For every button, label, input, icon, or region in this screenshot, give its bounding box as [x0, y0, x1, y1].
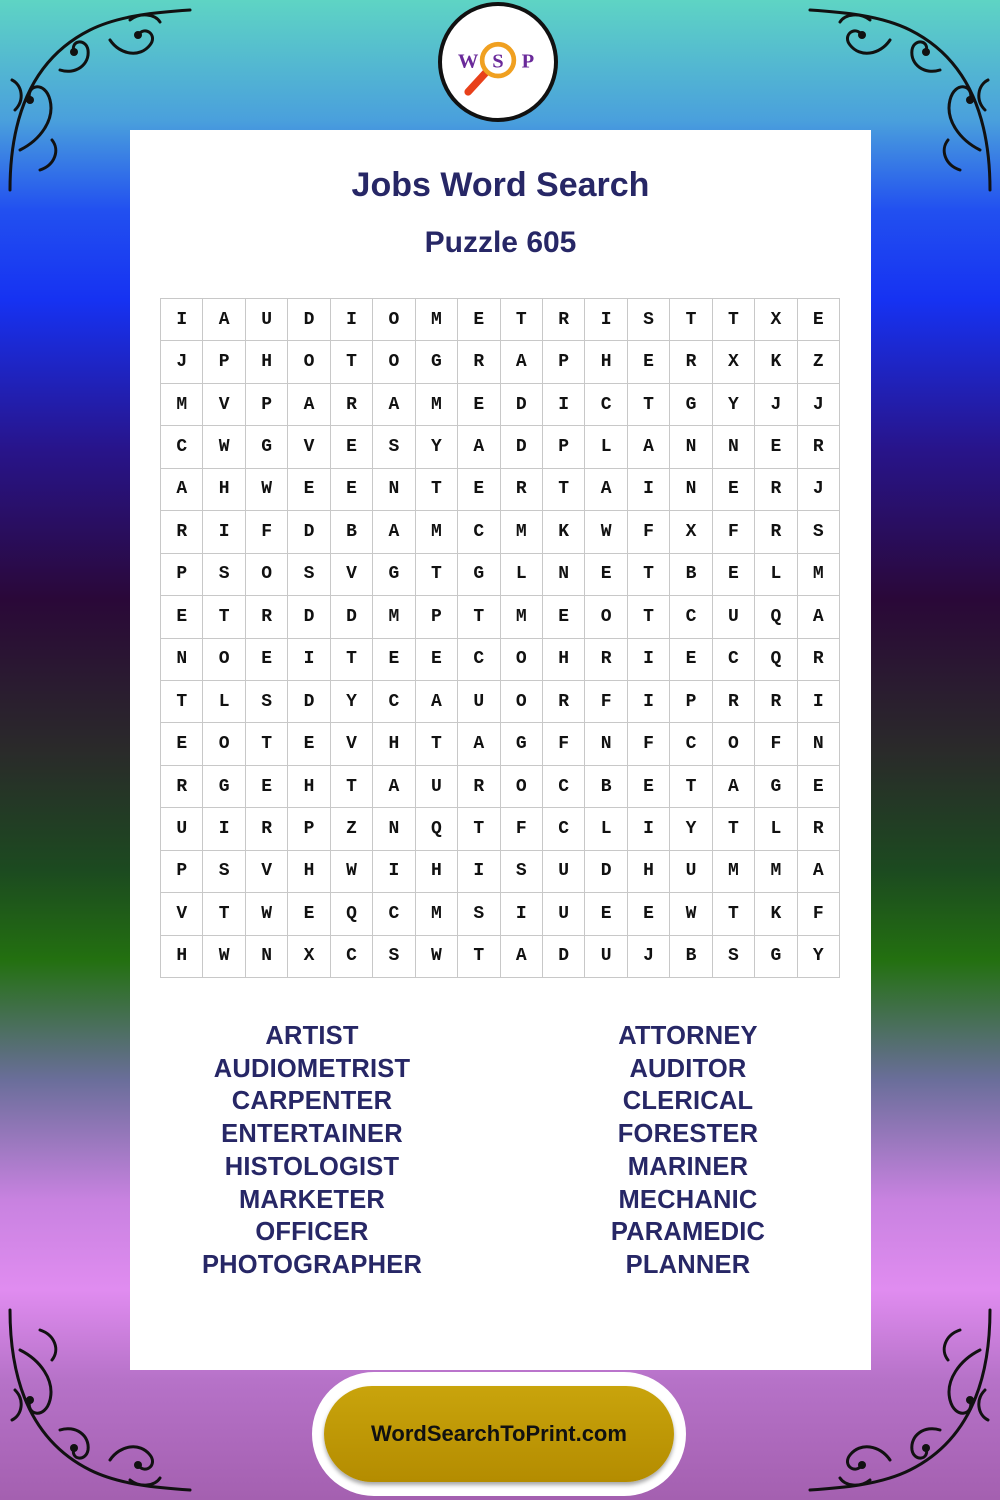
- grid-cell[interactable]: J: [161, 341, 203, 383]
- grid-cell[interactable]: T: [713, 299, 755, 341]
- grid-cell[interactable]: J: [755, 384, 797, 426]
- grid-cell[interactable]: B: [585, 766, 627, 808]
- grid-cell[interactable]: G: [416, 341, 458, 383]
- grid-cell[interactable]: T: [246, 723, 288, 765]
- grid-cell[interactable]: D: [288, 299, 330, 341]
- grid-cell[interactable]: C: [373, 681, 415, 723]
- grid-cell[interactable]: F: [246, 511, 288, 553]
- grid-cell[interactable]: I: [203, 808, 245, 850]
- grid-cell[interactable]: E: [670, 639, 712, 681]
- grid-cell[interactable]: U: [161, 808, 203, 850]
- grid-cell[interactable]: M: [416, 299, 458, 341]
- grid-cell[interactable]: O: [373, 341, 415, 383]
- grid-cell[interactable]: E: [543, 596, 585, 638]
- grid-cell[interactable]: E: [628, 893, 670, 935]
- grid-cell[interactable]: U: [246, 299, 288, 341]
- grid-cell[interactable]: H: [585, 341, 627, 383]
- grid-cell[interactable]: N: [543, 554, 585, 596]
- grid-cell[interactable]: N: [798, 723, 840, 765]
- grid-cell[interactable]: Q: [331, 893, 373, 935]
- grid-cell[interactable]: E: [331, 469, 373, 511]
- grid-cell[interactable]: Y: [670, 808, 712, 850]
- puzzle-number: Puzzle 605: [424, 226, 577, 259]
- grid-cell[interactable]: V: [331, 554, 373, 596]
- grid-cell[interactable]: S: [458, 893, 500, 935]
- grid-cell[interactable]: I: [628, 469, 670, 511]
- grid-cell[interactable]: Q: [416, 808, 458, 850]
- grid-cell[interactable]: W: [203, 426, 245, 468]
- word-list-item: CLERICAL: [622, 1087, 754, 1116]
- grid-cell[interactable]: P: [161, 554, 203, 596]
- grid-cell[interactable]: G: [458, 554, 500, 596]
- grid-cell[interactable]: R: [755, 681, 797, 723]
- grid-cell[interactable]: R: [755, 511, 797, 553]
- grid-cell[interactable]: T: [331, 341, 373, 383]
- grid-cell[interactable]: T: [628, 384, 670, 426]
- grid-cell[interactable]: W: [246, 469, 288, 511]
- word-list-item: FORESTER: [617, 1120, 759, 1149]
- grid-cell[interactable]: A: [416, 681, 458, 723]
- grid-cell[interactable]: I: [288, 639, 330, 681]
- grid-cell[interactable]: E: [288, 723, 330, 765]
- grid-cell[interactable]: C: [161, 426, 203, 468]
- grid-cell[interactable]: G: [670, 384, 712, 426]
- grid-cell[interactable]: S: [203, 554, 245, 596]
- grid-cell[interactable]: O: [585, 596, 627, 638]
- grid-cell[interactable]: C: [713, 639, 755, 681]
- grid-cell[interactable]: E: [713, 469, 755, 511]
- grid-cell[interactable]: I: [331, 299, 373, 341]
- grid-cell[interactable]: Z: [798, 341, 840, 383]
- grid-cell[interactable]: P: [543, 341, 585, 383]
- grid-cell[interactable]: M: [161, 384, 203, 426]
- grid-cell[interactable]: C: [670, 596, 712, 638]
- grid-cell[interactable]: R: [246, 808, 288, 850]
- grid-cell[interactable]: S: [501, 851, 543, 893]
- grid-cell[interactable]: E: [755, 426, 797, 468]
- page-title: Jobs Word Search: [351, 166, 650, 204]
- grid-cell[interactable]: N: [373, 469, 415, 511]
- grid-cell[interactable]: M: [373, 596, 415, 638]
- grid-cell[interactable]: E: [628, 766, 670, 808]
- grid-cell[interactable]: M: [416, 893, 458, 935]
- grid-cell[interactable]: L: [585, 426, 627, 468]
- grid-cell[interactable]: M: [501, 511, 543, 553]
- grid-cell[interactable]: R: [161, 766, 203, 808]
- website-label: WordSearchToPrint.com: [371, 1421, 627, 1446]
- grid-cell[interactable]: H: [203, 469, 245, 511]
- grid-cell[interactable]: B: [670, 936, 712, 978]
- grid-cell[interactable]: L: [585, 808, 627, 850]
- grid-cell[interactable]: U: [543, 851, 585, 893]
- grid-cell[interactable]: T: [458, 936, 500, 978]
- grid-cell[interactable]: F: [501, 808, 543, 850]
- grid-cell[interactable]: P: [416, 596, 458, 638]
- grid-cell[interactable]: W: [670, 893, 712, 935]
- grid-cell[interactable]: P: [246, 384, 288, 426]
- grid-cell[interactable]: O: [373, 299, 415, 341]
- grid-cell[interactable]: B: [331, 511, 373, 553]
- grid-cell[interactable]: N: [585, 723, 627, 765]
- grid-cell[interactable]: T: [416, 469, 458, 511]
- grid-cell[interactable]: D: [501, 426, 543, 468]
- puzzle-card: [130, 130, 871, 1370]
- footer-badge: [312, 1372, 686, 1496]
- grid-cell[interactable]: T: [713, 893, 755, 935]
- grid-cell[interactable]: P: [203, 341, 245, 383]
- grid-cell[interactable]: R: [161, 511, 203, 553]
- grid-cell[interactable]: I: [628, 639, 670, 681]
- grid-cell[interactable]: E: [288, 469, 330, 511]
- grid-cell[interactable]: R: [670, 341, 712, 383]
- grid-cell[interactable]: A: [203, 299, 245, 341]
- grid-cell[interactable]: D: [585, 851, 627, 893]
- grid-cell[interactable]: L: [755, 808, 797, 850]
- grid-cell[interactable]: R: [543, 681, 585, 723]
- grid-cell[interactable]: H: [373, 723, 415, 765]
- grid-cell[interactable]: O: [203, 639, 245, 681]
- grid-cell[interactable]: U: [416, 766, 458, 808]
- grid-cell[interactable]: D: [288, 511, 330, 553]
- grid-cell[interactable]: O: [501, 681, 543, 723]
- grid-cell[interactable]: V: [246, 851, 288, 893]
- grid-cell[interactable]: S: [203, 851, 245, 893]
- grid-cell[interactable]: W: [246, 893, 288, 935]
- grid-cell[interactable]: K: [755, 341, 797, 383]
- grid-cell[interactable]: Q: [755, 639, 797, 681]
- grid-cell[interactable]: I: [585, 299, 627, 341]
- grid-cell[interactable]: V: [161, 893, 203, 935]
- grid-cell[interactable]: X: [288, 936, 330, 978]
- grid-cell[interactable]: B: [670, 554, 712, 596]
- grid-cell[interactable]: E: [288, 893, 330, 935]
- grid-cell[interactable]: P: [161, 851, 203, 893]
- grid-cell[interactable]: P: [670, 681, 712, 723]
- logo-letter-p: P: [521, 50, 535, 73]
- grid-cell[interactable]: Y: [798, 936, 840, 978]
- grid-cell[interactable]: F: [713, 511, 755, 553]
- grid-cell[interactable]: F: [798, 893, 840, 935]
- grid-cell[interactable]: O: [713, 723, 755, 765]
- grid-cell[interactable]: C: [373, 893, 415, 935]
- grid-cell[interactable]: I: [628, 808, 670, 850]
- grid-cell[interactable]: U: [713, 596, 755, 638]
- grid-cell[interactable]: X: [670, 511, 712, 553]
- grid-cell[interactable]: C: [458, 511, 500, 553]
- grid-cell[interactable]: J: [798, 469, 840, 511]
- word-list-item: ENTERTAINER: [221, 1120, 403, 1149]
- logo-letter-s: S: [492, 50, 504, 73]
- magnifier-logo-icon: [442, 6, 554, 118]
- word-list-item: OFFICER: [255, 1218, 369, 1247]
- grid-cell[interactable]: D: [543, 936, 585, 978]
- grid-cell[interactable]: R: [798, 808, 840, 850]
- grid-cell[interactable]: A: [798, 851, 840, 893]
- grid-cell[interactable]: A: [458, 426, 500, 468]
- grid-cell[interactable]: V: [203, 384, 245, 426]
- grid-cell[interactable]: Y: [713, 384, 755, 426]
- grid-cell[interactable]: A: [713, 766, 755, 808]
- grid-cell[interactable]: C: [543, 808, 585, 850]
- word-list-item: CARPENTER: [231, 1087, 393, 1116]
- grid-cell[interactable]: S: [713, 936, 755, 978]
- website-button[interactable]: [324, 1386, 674, 1482]
- grid-cell[interactable]: H: [246, 341, 288, 383]
- word-list-item: PLANNER: [625, 1250, 751, 1279]
- grid-cell[interactable]: A: [288, 384, 330, 426]
- grid-cell[interactable]: R: [798, 426, 840, 468]
- grid-cell[interactable]: C: [458, 639, 500, 681]
- grid-cell[interactable]: C: [331, 936, 373, 978]
- grid-cell[interactable]: F: [585, 681, 627, 723]
- grid-cell[interactable]: O: [246, 554, 288, 596]
- grid-cell[interactable]: G: [501, 723, 543, 765]
- grid-cell[interactable]: T: [458, 596, 500, 638]
- grid-cell[interactable]: N: [246, 936, 288, 978]
- grid-cell[interactable]: T: [628, 596, 670, 638]
- grid-cell[interactable]: S: [288, 554, 330, 596]
- grid-cell[interactable]: X: [713, 341, 755, 383]
- grid-cell[interactable]: H: [543, 639, 585, 681]
- grid-cell[interactable]: H: [288, 851, 330, 893]
- grid-cell[interactable]: S: [798, 511, 840, 553]
- grid-cell[interactable]: O: [203, 723, 245, 765]
- grid-cell[interactable]: H: [628, 851, 670, 893]
- grid-cell[interactable]: T: [416, 723, 458, 765]
- grid-cell[interactable]: E: [585, 554, 627, 596]
- grid-cell[interactable]: I: [161, 299, 203, 341]
- grid-cell[interactable]: R: [331, 384, 373, 426]
- grid-cell[interactable]: A: [373, 766, 415, 808]
- grid-cell[interactable]: G: [755, 936, 797, 978]
- word-list-item: ARTIST: [265, 1022, 359, 1050]
- grid-cell[interactable]: A: [585, 469, 627, 511]
- grid-cell[interactable]: S: [373, 426, 415, 468]
- word-list-item: ATTORNEY: [618, 1022, 758, 1050]
- grid-cell[interactable]: G: [203, 766, 245, 808]
- grid-cell[interactable]: K: [755, 893, 797, 935]
- word-list-item: AUDITOR: [629, 1054, 747, 1083]
- grid-cell[interactable]: L: [203, 681, 245, 723]
- grid-cell[interactable]: N: [670, 426, 712, 468]
- word-list-right: [538, 1020, 838, 1282]
- grid-cell[interactable]: J: [798, 384, 840, 426]
- grid-cell[interactable]: T: [203, 893, 245, 935]
- grid-cell[interactable]: P: [543, 426, 585, 468]
- grid-cell[interactable]: T: [203, 596, 245, 638]
- grid-cell[interactable]: L: [501, 554, 543, 596]
- grid-cell[interactable]: T: [501, 299, 543, 341]
- grid-cell[interactable]: O: [501, 639, 543, 681]
- letter-grid[interactable]: [160, 298, 840, 978]
- grid-cell[interactable]: D: [288, 681, 330, 723]
- grid-cell[interactable]: T: [458, 808, 500, 850]
- grid-cell[interactable]: T: [628, 554, 670, 596]
- grid-cell[interactable]: D: [501, 384, 543, 426]
- grid-cell[interactable]: N: [670, 469, 712, 511]
- grid-cell[interactable]: T: [543, 469, 585, 511]
- grid-cell[interactable]: F: [543, 723, 585, 765]
- grid-cell[interactable]: N: [161, 639, 203, 681]
- grid-cell[interactable]: A: [373, 384, 415, 426]
- grid-cell[interactable]: G: [246, 426, 288, 468]
- grid-cell[interactable]: A: [628, 426, 670, 468]
- grid-cell[interactable]: N: [373, 808, 415, 850]
- grid-cell[interactable]: Y: [416, 426, 458, 468]
- grid-cell[interactable]: M: [501, 596, 543, 638]
- grid-cell[interactable]: H: [416, 851, 458, 893]
- grid-cell[interactable]: C: [543, 766, 585, 808]
- grid-cell[interactable]: S: [246, 681, 288, 723]
- grid-cell[interactable]: Z: [331, 808, 373, 850]
- grid-cell[interactable]: A: [798, 596, 840, 638]
- word-list-item: PHOTOGRAPHER: [201, 1250, 423, 1279]
- grid-cell[interactable]: I: [203, 511, 245, 553]
- logo-letter-w: W: [457, 50, 479, 73]
- grid-cell[interactable]: W: [203, 936, 245, 978]
- grid-cell[interactable]: T: [670, 766, 712, 808]
- grid-cell[interactable]: K: [543, 511, 585, 553]
- grid-cell[interactable]: E: [246, 766, 288, 808]
- grid-cell[interactable]: L: [755, 554, 797, 596]
- grid-cell[interactable]: M: [416, 511, 458, 553]
- grid-cell[interactable]: I: [798, 681, 840, 723]
- grid-cell[interactable]: U: [585, 936, 627, 978]
- grid-cell[interactable]: Q: [755, 596, 797, 638]
- grid-cell[interactable]: E: [798, 766, 840, 808]
- grid-cell[interactable]: E: [246, 639, 288, 681]
- grid-cell[interactable]: I: [501, 893, 543, 935]
- word-list-item: MARKETER: [238, 1185, 386, 1214]
- word-list-item: PARAMEDIC: [610, 1218, 766, 1247]
- grid-cell[interactable]: A: [161, 469, 203, 511]
- grid-cell[interactable]: E: [161, 723, 203, 765]
- grid-cell[interactable]: E: [373, 639, 415, 681]
- grid-cell[interactable]: U: [543, 893, 585, 935]
- word-list-item: MARINER: [627, 1152, 749, 1181]
- grid-cell[interactable]: E: [161, 596, 203, 638]
- grid-cell[interactable]: E: [458, 469, 500, 511]
- grid-cell[interactable]: A: [458, 723, 500, 765]
- grid-cell[interactable]: R: [713, 681, 755, 723]
- grid-cell[interactable]: E: [458, 299, 500, 341]
- grid-cell[interactable]: C: [670, 723, 712, 765]
- grid-cell[interactable]: E: [416, 639, 458, 681]
- grid-cell[interactable]: F: [628, 511, 670, 553]
- grid-cell[interactable]: I: [373, 851, 415, 893]
- grid-cell[interactable]: E: [713, 554, 755, 596]
- grid-cell[interactable]: V: [288, 426, 330, 468]
- grid-cell[interactable]: F: [628, 723, 670, 765]
- grid-cell[interactable]: A: [501, 936, 543, 978]
- grid-cell[interactable]: M: [798, 554, 840, 596]
- grid-cell[interactable]: R: [501, 469, 543, 511]
- grid-cell[interactable]: E: [585, 893, 627, 935]
- grid-cell[interactable]: F: [755, 723, 797, 765]
- grid-cell[interactable]: M: [416, 384, 458, 426]
- grid-cell[interactable]: T: [331, 766, 373, 808]
- grid-cell[interactable]: U: [458, 681, 500, 723]
- grid-cell[interactable]: O: [288, 341, 330, 383]
- grid-cell[interactable]: G: [755, 766, 797, 808]
- grid-cell[interactable]: R: [458, 341, 500, 383]
- grid-cell[interactable]: E: [798, 299, 840, 341]
- grid-cell[interactable]: A: [501, 341, 543, 383]
- grid-cell[interactable]: P: [288, 808, 330, 850]
- grid-cell[interactable]: T: [161, 681, 203, 723]
- grid-cell[interactable]: H: [288, 766, 330, 808]
- grid-cell[interactable]: G: [373, 554, 415, 596]
- grid-cell[interactable]: R: [543, 299, 585, 341]
- grid-cell[interactable]: I: [543, 384, 585, 426]
- grid-cell[interactable]: W: [331, 851, 373, 893]
- grid-cell[interactable]: W: [585, 511, 627, 553]
- grid-cell[interactable]: C: [585, 384, 627, 426]
- grid-cell[interactable]: X: [755, 299, 797, 341]
- grid-cell[interactable]: M: [755, 851, 797, 893]
- grid-cell[interactable]: N: [713, 426, 755, 468]
- grid-cell[interactable]: S: [373, 936, 415, 978]
- wsp-logo[interactable]: [438, 2, 558, 122]
- grid-cell[interactable]: I: [628, 681, 670, 723]
- grid-cell[interactable]: E: [331, 426, 373, 468]
- grid-cell[interactable]: T: [416, 554, 458, 596]
- grid-cell[interactable]: Y: [331, 681, 373, 723]
- grid-cell[interactable]: R: [798, 639, 840, 681]
- grid-cell[interactable]: R: [755, 469, 797, 511]
- word-list-item: AUDIOMETRIST: [213, 1054, 411, 1083]
- grid-cell[interactable]: A: [373, 511, 415, 553]
- word-list-left: [162, 1020, 462, 1282]
- grid-cell[interactable]: R: [458, 766, 500, 808]
- grid-cell[interactable]: O: [501, 766, 543, 808]
- word-list-item: MECHANIC: [618, 1185, 758, 1214]
- grid-cell[interactable]: E: [628, 341, 670, 383]
- grid-cell[interactable]: M: [713, 851, 755, 893]
- grid-cell[interactable]: I: [458, 851, 500, 893]
- grid-cell[interactable]: S: [628, 299, 670, 341]
- grid-cell[interactable]: E: [458, 384, 500, 426]
- grid-cell[interactable]: R: [585, 639, 627, 681]
- grid-cell[interactable]: T: [713, 808, 755, 850]
- grid-cell[interactable]: R: [246, 596, 288, 638]
- grid-cell[interactable]: D: [331, 596, 373, 638]
- grid-cell[interactable]: H: [161, 936, 203, 978]
- grid-cell[interactable]: D: [288, 596, 330, 638]
- grid-cell[interactable]: V: [331, 723, 373, 765]
- grid-cell[interactable]: U: [670, 851, 712, 893]
- word-list-item: HISTOLOGIST: [224, 1152, 400, 1181]
- grid-cell[interactable]: W: [416, 936, 458, 978]
- grid-cell[interactable]: T: [670, 299, 712, 341]
- grid-cell[interactable]: J: [628, 936, 670, 978]
- grid-cell[interactable]: T: [331, 639, 373, 681]
